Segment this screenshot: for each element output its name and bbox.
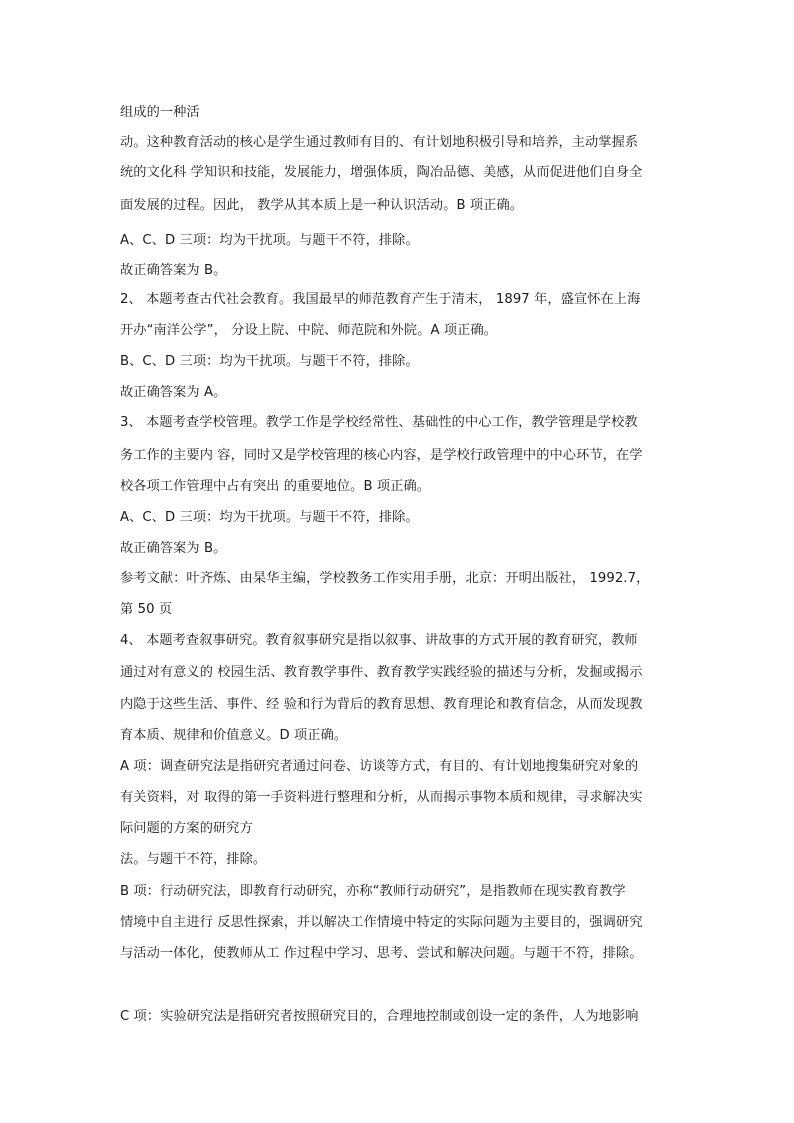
text-line: 际问题的方案的研究方 (120, 821, 253, 836)
text-line: 有关资料，对 取得的第一手资料进行整理和分析，从而揭示事物本质和规律，寻求解决实 (120, 790, 643, 805)
text-line: 通过对有意义的 校园生活、教育教学事件、教育教学实践经验的描述与分析，发掘或揭示 (120, 665, 643, 680)
text-line: 务工作的主要内 容，同时又是学校管理的核心内容，是学校行政管理中的中心环节，在学 (120, 448, 643, 463)
text-line: 故正确答案为 B。 (120, 263, 227, 278)
text-line: 校各项工作管理中占有突出 的重要地位。B 项正确。 (120, 479, 431, 494)
text-line: 面发展的过程。因此， 教学从其本质上是一种认识活动。B 项正确。 (120, 198, 524, 213)
text-line: 4、 本题考查叙事研究。教育叙事研究是指以叙事、讲故事的方式开展的教育研究，教师 (120, 633, 638, 648)
text-line: C 项：实验研究法是指研究者按照研究目的，合理地控制或创设一定的条件，人为地影响 (120, 1009, 639, 1024)
text-line: B、C、D 三项：均为干扰项。与题干不符，排除。 (120, 354, 419, 369)
text-line: 动。这种教育活动的核心是学生通过教师有目的、有计划地积极引导和培养，主动掌握系 (120, 135, 639, 150)
text-line: 内隐于这些生活、事件、经 验和行为背后的教育思想、教育理论和教育信念，从而发现教 (120, 697, 643, 712)
text-line: 第 50 页 (120, 602, 173, 617)
text-line: 情境中自主进行 反思性探索，并以解决工作情境中特定的实际问题为主要目的，强调研究 (120, 915, 643, 930)
text-line: A、C、D 三项：均为干扰项。与题干不符，排除。 (120, 233, 419, 248)
text-line: 统的文化科 学知识和技能，发展能力，增强体质，陶冶品德、美感，从而促进他们自身全 (120, 165, 643, 180)
text-line: A 项：调查研究法是指研究者通过问卷、访谈等方式，有目的、有计划地搜集研究对象的 (120, 759, 639, 774)
text-line: 故正确答案为 A。 (120, 385, 227, 400)
text-line: 组成的一种活 (120, 105, 200, 120)
text-line: 与活动一体化，使教师从工 作过程中学习、思考、尝试和解决问题。与题干不符，排除。 (120, 946, 643, 961)
text-line: 3、 本题考查学校管理。教学工作是学校经常性、基础性的中心工作，教学管理是学校教 (120, 415, 638, 430)
text-line: 故正确答案为 B。 (120, 541, 227, 556)
text-line: A、C、D 三项：均为干扰项。与题干不符，排除。 (120, 510, 419, 525)
text-line: 2、 本题考查古代社会教育。我国最早的师范教育产生于清末， 1897 年，盛宣怀在上海 (120, 292, 641, 307)
text-line: 开办“南洋公学”， 分设上院、中院、师范院和外院。A 项正确。 (120, 323, 498, 338)
text-line: 参考文献：叶齐炼、由杲华主编，学校教务工作实用手册，北京：开明出版社， 1992.7， (120, 571, 650, 586)
text-line: 育本质、规律和价值意义。D 项正确。 (120, 728, 348, 743)
text-line: 法。与题干不符，排除。 (120, 852, 267, 867)
text-line: B 项：行动研究法，即教育行动研究，亦称“教师行动研究”，是指教师在现实教育教学 (120, 884, 626, 899)
